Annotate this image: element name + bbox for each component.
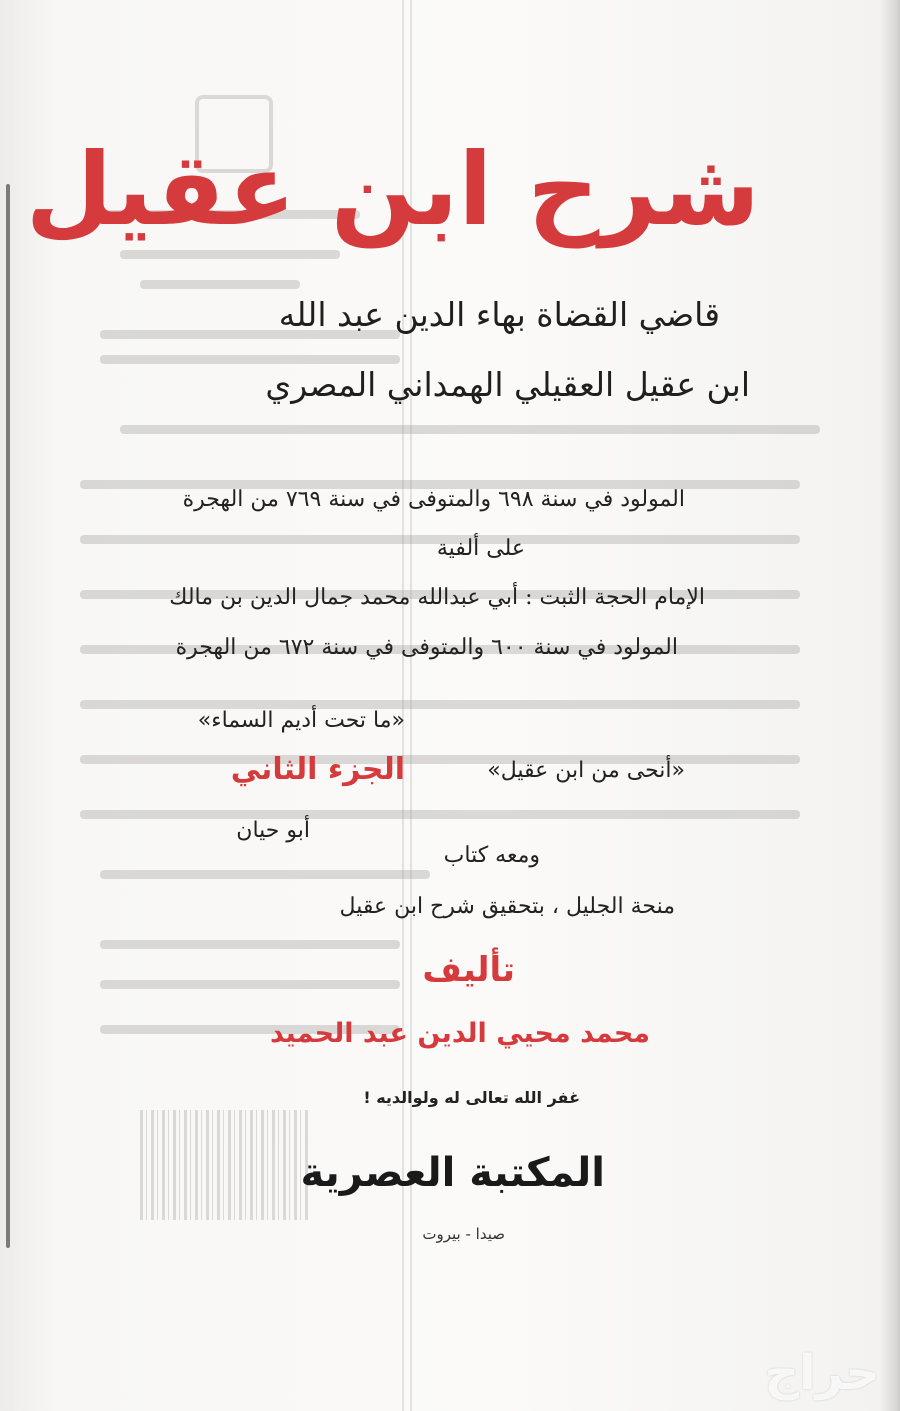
quote-line-2: «أنحى من ابن عقيل»: [487, 758, 685, 783]
book-title: شرح ابن عقيل: [25, 131, 760, 248]
subtitle-line-2: ابن عقيل العقيلي الهمداني المصري: [265, 365, 750, 404]
minha-title: منحة الجليل ، بتحقيق شرح ابن عقيل: [339, 894, 675, 919]
with-book-line: ومعه كتاب: [443, 843, 540, 868]
subtitle-line-1: قاضي القضاة بهاء الدين عبد الله: [278, 295, 720, 334]
barcode-shadow: [140, 1110, 310, 1220]
publisher-city: صيدا - بيروت: [422, 1225, 505, 1243]
on-alfiya-line: على ألفية: [436, 536, 525, 561]
vertical-scrollbar[interactable]: [6, 184, 10, 1248]
quote-author: أبو حيان: [236, 818, 310, 843]
author-name: محمد محيي الدين عبد الحميد: [269, 1018, 650, 1049]
publisher-logo: المكتبة العصرية: [300, 1150, 605, 1196]
birth-death-line-1: المولود في سنة ٦٩٨ والمتوفى في سنة ٧٦٩ من الهجرة: [182, 487, 685, 512]
quote-line-1: «ما تحت أديم السماء»: [197, 708, 405, 733]
birth-death-line-2: المولود في سنة ٦٠٠ والمتوفى في سنة ٦٧٢ من الهجرة: [175, 635, 678, 660]
authored-by-label: تأليف: [422, 950, 515, 990]
imam-line: الإمام الحجة الثبت : أبي عبدالله محمد جمال الدين بن مالك: [169, 585, 705, 610]
book-edge: [878, 0, 900, 1411]
part-label: الجزء الثاني: [230, 752, 405, 787]
site-watermark: حراج: [764, 1345, 880, 1401]
prayer-line: غفر الله تعالى له ولوالديه !: [363, 1088, 580, 1107]
